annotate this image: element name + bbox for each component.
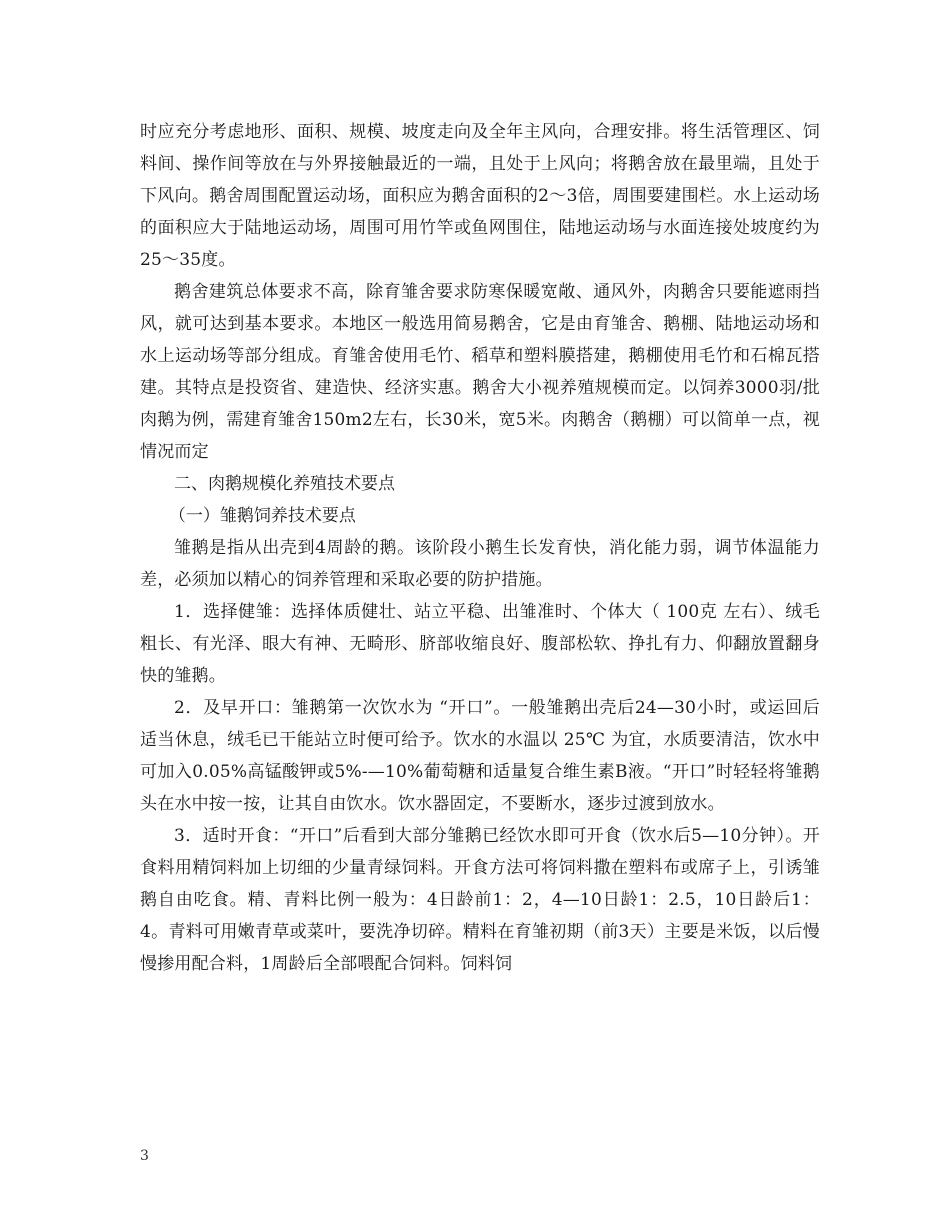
paragraph-select-healthy-goslings: 1．选择健雏：选择体质健壮、站立平稳、出雏准时、个体大（ 100克 左右）、绒毛粗长、有光泽、眼大有神、无畸形、脐部收缩良好、腹部松软、挣扎有力、仰翻放置翻身快的雏鹅。 — [140, 602, 820, 686]
paragraph-gosling-definition: 雏鹅是指从出壳到4周龄的鹅。该阶段小鹅生长发育快，消化能力弱，调节体温能力差，必须加以精心的饲养管理和采取必要的防护措施。 — [140, 538, 820, 590]
paragraph-early-drinking: 2．及早开口：雏鹅第一次饮水为 “开口”。一般雏鹅出壳后24—30小时，或运回后适当休息，绒毛已干能站立时便可给予。饮水的水温以 25℃ 为宜，水质要清洁，饮水中可加入0.05%高锰酸钾或5%-—10%葡萄糖和适量复合维生素B液。“开口”时轻轻将雏鹅头在水中按一按，让其自由饮水。饮水器固定，不要断水，逐步过渡到放水。 — [140, 698, 820, 814]
paragraph-timely-feeding: 3．适时开食：“开口”后看到大部分雏鹅已经饮水即可开食（饮水后5—10分钟）。开食料用精饲料加上切细的少量青绿饲料。开食方法可将饲料撒在塑料布或席子上，引诱雏鹅自由吃食。精、青料比例一般为：4日龄前1：2，4—10日龄1：2.5，10日龄后1：4。青料可用嫩青草或菜叶，要洗净切碎。精料在育雏初期（前3天）主要是米饭，以后慢慢掺用配合料，1周龄后全部喂配合饲料。饲料饲 — [140, 826, 820, 974]
page-number: 3 — [140, 1148, 149, 1164]
paragraph-site-layout: 时应充分考虑地形、面积、规模、坡度走向及全年主风向，合理安排。将生活管理区、饲料间、操作间等放在与外界接触最近的一端，且处于上风向；将鹅舍放在最里端，且处于下风向。鹅舍周围配置运动场，面积应为鹅舍面积的2～3倍，周围要建围栏。水上运动场的面积应大于陆地运动场，周围可用竹竿或鱼网围住，陆地运动场与水面连接处坡度约为25～35度。 — [140, 122, 820, 270]
paragraph-goose-house-construction: 鹅舍建筑总体要求不高，除育雏舍要求防寒保暖宽敞、通风外，肉鹅舍只要能遮雨挡风，就可达到基本要求。本地区一般选用简易鹅舍，它是由育雏舍、鹅棚、陆地运动场和水上运动场等部分组成。育雏舍使用毛竹、稻草和塑料膜搭建，鹅棚使用毛竹和石棉瓦搭建。其特点是投资省、建造快、经济实惠。鹅舍大小视养殖规模而定。以饲养3000羽/批肉鹅为例，需建育雏舍150m2左右，长30米，宽5米。肉鹅舍（鹅棚）可以简单一点，视情况而定 — [140, 282, 820, 462]
document-body — [140, 116, 820, 980]
section-heading: 二、肉鹅规模化养殖技术要点 — [174, 474, 395, 494]
subsection-heading: （一）雏鹅饲养技术要点 — [168, 506, 356, 526]
